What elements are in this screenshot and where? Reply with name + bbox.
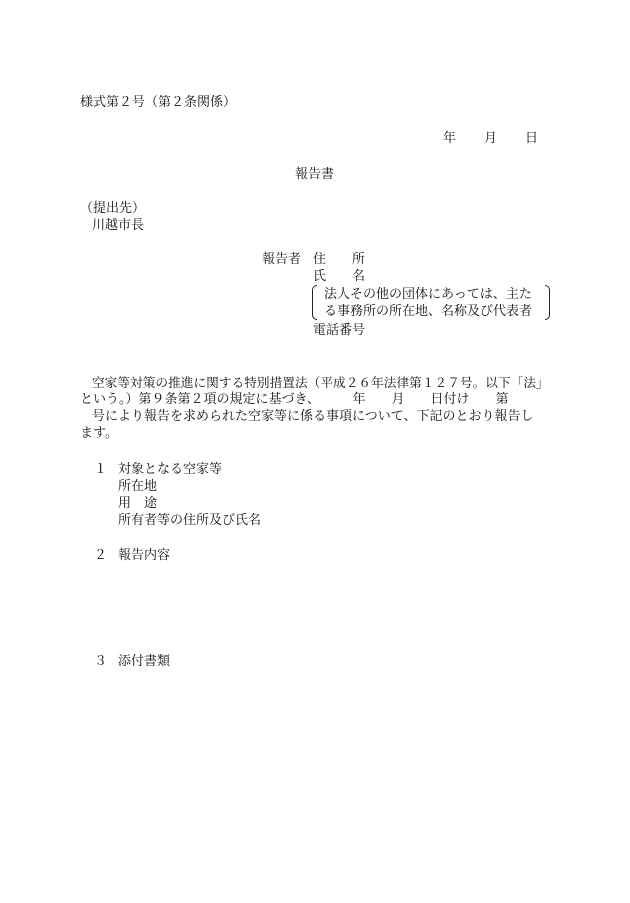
body-line-1: 空家等対策の推進に関する特別措置法（平成２６年法律第１２７号。以下「法」 xyxy=(92,375,549,390)
date-year-label: 年 xyxy=(443,131,457,146)
reporter-phone-label: 電話番号 xyxy=(313,323,366,338)
reporter-name-label: 氏 名 xyxy=(313,269,366,284)
reporter-address-label: 住 所 xyxy=(313,252,366,267)
document-title: 報告書 xyxy=(295,167,335,182)
section-1-item-owner: 所有者等の住所及び氏名 xyxy=(118,513,262,528)
section-1-title: 対象となる空家等 xyxy=(118,462,223,477)
form-number: 様式第２号（第２条関係） xyxy=(80,95,237,110)
section-2-number: ２ xyxy=(94,548,108,563)
body-line-4: ます。 xyxy=(80,426,118,441)
reporter-note-line-2: る事務所の所在地、名称及び代表者 xyxy=(324,304,533,319)
right-bracket xyxy=(545,285,550,320)
reporter-label: 報告者 xyxy=(262,252,302,267)
section-1-number: １ xyxy=(94,462,108,477)
section-1-item-use: 用 途 xyxy=(118,496,158,511)
section-1-item-location: 所在地 xyxy=(118,479,158,494)
date-month-label: 月 xyxy=(484,131,498,146)
section-2-title: 報告内容 xyxy=(118,548,171,563)
body-line-2: という。）第９条第２項の規定に基づき、 年 月 日付け 第 xyxy=(80,392,509,407)
section-3-title: 添付書類 xyxy=(118,654,171,669)
submit-to-label: （提出先） xyxy=(80,201,146,216)
date-day-label: 日 xyxy=(525,131,539,146)
submit-to-recipient: 川越市長 xyxy=(92,218,145,233)
body-line-3: 号により報告を求められた空家等に係る事項について、下記のとおり報告し xyxy=(92,409,534,424)
left-bracket xyxy=(312,285,317,320)
section-3-number: ３ xyxy=(94,654,108,669)
reporter-note-line-1: 法人その他の団体にあっては、主た xyxy=(324,287,532,302)
